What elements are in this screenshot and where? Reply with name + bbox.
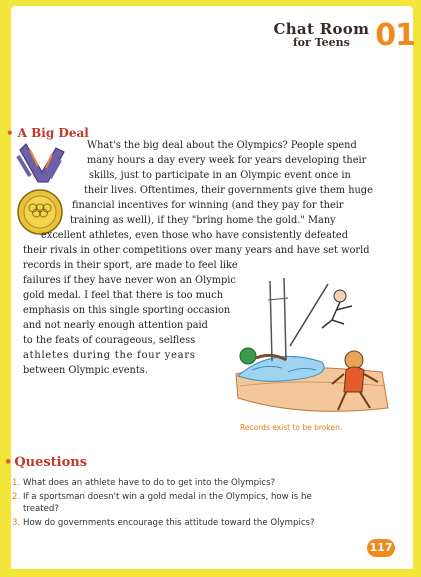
question-number: 3. — [12, 518, 21, 528]
article-line: many hours a day every week for years developing their — [87, 155, 367, 166]
article-line: excellent athletes, even those who have consistently defeated — [41, 230, 348, 241]
article-line: and not nearly enough attention paid — [23, 320, 208, 331]
article-line: What's the big deal about the Olympics? People spend — [87, 140, 357, 151]
bullet-icon: • — [6, 126, 14, 140]
questions-heading-text: Questions — [14, 455, 88, 470]
question-item — [12, 518, 315, 528]
article-line: skills, just to participate in an Olympic event once in — [89, 170, 351, 181]
article-line: between Olympic events. — [23, 365, 148, 376]
article-line: training as well), if they "bring home the gold." Many — [70, 215, 336, 226]
article-line: their lives. Oftentimes, their governments give them huge — [84, 185, 373, 196]
series-title-line1: Chat Room — [273, 19, 370, 38]
article-line: athletes during the four years — [23, 350, 196, 361]
series-title — [273, 19, 370, 50]
article-line: gold medal. I feel that there is too much — [23, 290, 223, 301]
question-text: How do governments encourage this attitude toward the Olympics? — [23, 518, 315, 528]
article-line: records in their sport, are made to feel like — [23, 260, 238, 271]
athletes-illustration — [232, 276, 392, 418]
question-item — [12, 478, 275, 488]
question-item — [12, 492, 312, 502]
article-line: emphasis on this single sporting occasion — [23, 305, 231, 316]
article-line: to the feats of courageous, selfless — [23, 335, 196, 346]
section-title-text: A Big Deal — [17, 126, 89, 140]
chapter-number: 01 — [375, 18, 415, 53]
questions-heading — [4, 455, 87, 470]
series-title-line2: for Teens — [292, 35, 350, 49]
article-line: failures if they have never won an Olympic — [23, 275, 236, 286]
question-number: 2. — [12, 492, 21, 502]
article-line: their rivals in other competitions over many years and have set world — [23, 245, 370, 256]
question-item-continued: treated? — [23, 504, 59, 514]
illustration-caption: Records exist to be broken. — [240, 423, 343, 432]
page-number-badge: 117 — [367, 539, 395, 557]
bullet-icon: • — [4, 455, 13, 470]
question-text: If a sportsman doesn't win a gold medal in the Olympics, how is he — [23, 492, 312, 502]
article-line: financial incentives for winning (and they pay for their — [72, 200, 344, 211]
question-number: 1. — [12, 478, 21, 488]
section-title — [6, 126, 89, 140]
page-header — [273, 18, 415, 53]
question-text: What does an athlete have to do to get into the Olympics? — [23, 478, 276, 488]
